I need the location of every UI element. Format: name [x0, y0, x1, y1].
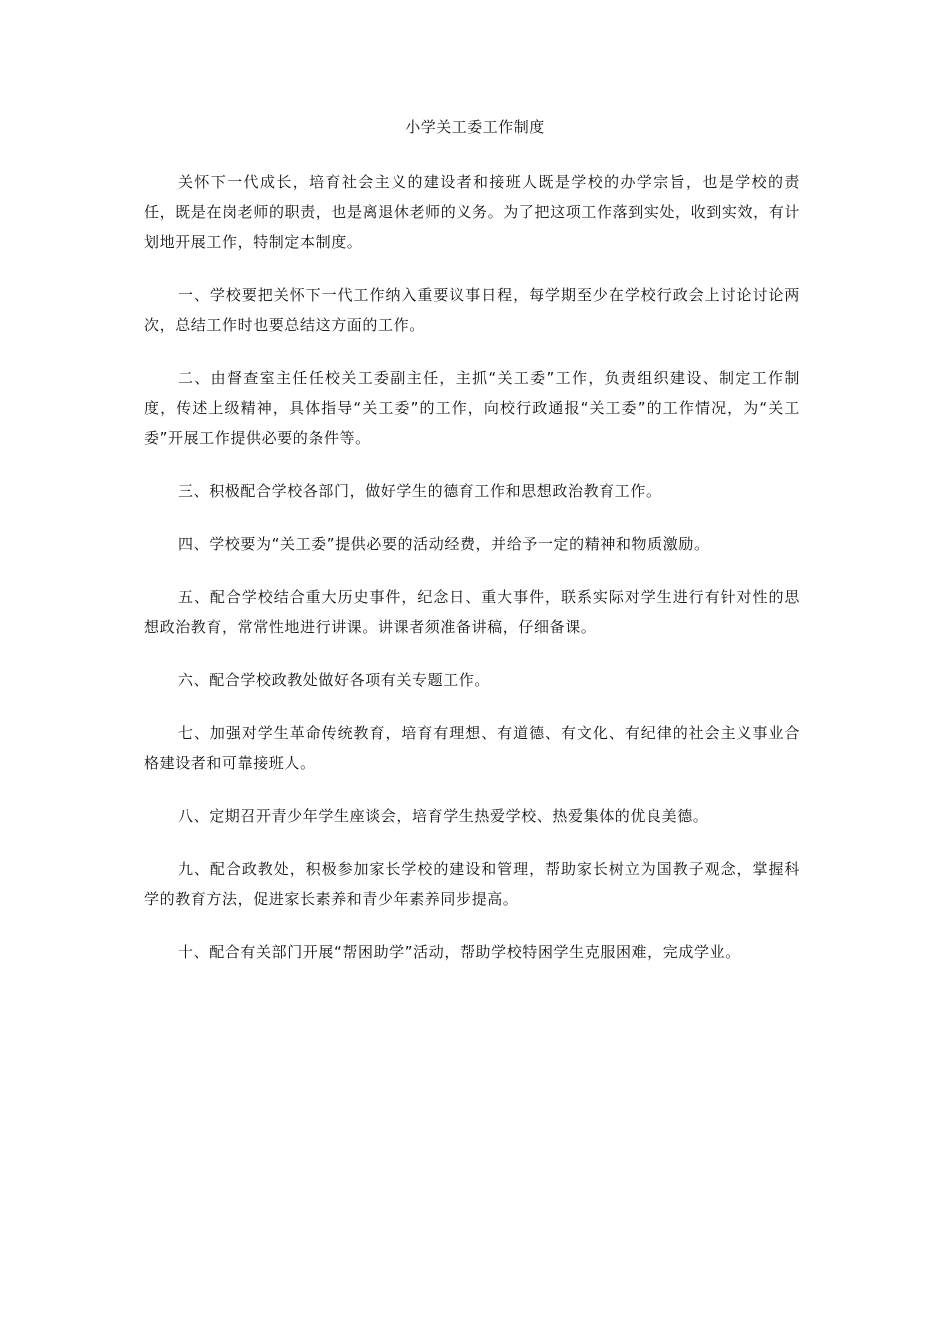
document-title: 小学关工委工作制度	[405, 118, 545, 136]
paragraph-item-8: 八、定期召开青少年学生座谈会，培育学生热爱学校、热爱集体的优良美德。	[178, 807, 709, 825]
paragraph-intro: 关怀下一代成长，培育社会主义的建设者和接班人既是学校的办学宗旨，也是学校的责任，既是在岗老师的职责，也是离退休老师的义务。为了把这项工作落到实处，收到实效，有计划地开展工作，特制定本制度。	[144, 173, 800, 251]
document-body	[144, 167, 800, 990]
paragraph-item-2: 二、由督查室主任任校关工委副主任，主抓“关工委”工作，负责组织建设、制定工作制度，传述上级精神，具体指导“关工委”的工作，向校行政通报“关工委”的工作情况，为“关工委”开展工作提供必要的条件等。	[144, 369, 800, 447]
paragraph-item-3: 三、积极配合学校各部门，做好学生的德育工作和思想政治教育工作。	[178, 482, 662, 500]
paragraph-item-1: 一、学校要把关怀下一代工作纳入重要议事日程，每学期至少在学校行政会上讨论讨论两次，总结工作时也要总结这方面的工作。	[144, 286, 800, 334]
paragraph-item-10: 十、配合有关部门开展“帮困助学”活动，帮助学校特困学生克服困难，完成学业。	[178, 943, 741, 961]
paragraph-item-4: 四、学校要为“关工委”提供必要的活动经费，并给予一定的精神和物质激励。	[178, 535, 710, 553]
paragraph-item-5: 五、配合学校结合重大历史事件，纪念日、重大事件，联系实际对学生进行有针对性的思想政治教育，常常性地进行讲课。讲课者须准备讲稿，仔细备课。	[144, 588, 800, 636]
paragraph-item-6: 六、配合学校政教处做好各项有关专题工作。	[178, 671, 491, 689]
paragraph-item-9: 九、配合政教处，积极参加家长学校的建设和管理，帮助家长树立为国教子观念，掌握科学的教育方法，促进家长素养和青少年素养同步提高。	[144, 860, 800, 908]
paragraph-item-7: 七、加强对学生革命传统教育，培育有理想、有道德、有文化、有纪律的社会主义事业合格建设者和可靠接班人。	[144, 724, 800, 772]
